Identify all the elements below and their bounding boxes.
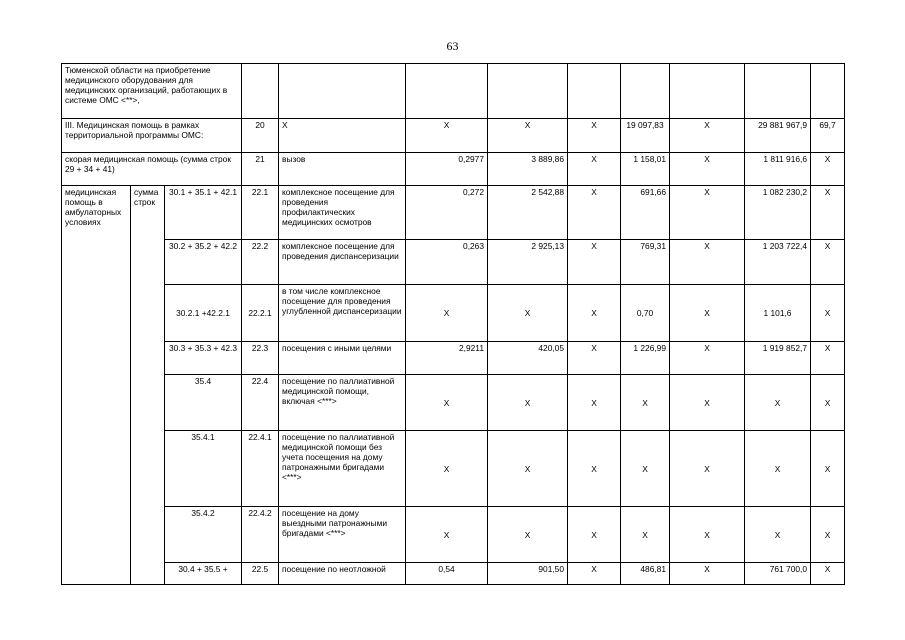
value-cell: 486,81 [621, 563, 670, 585]
value-cell: Х [568, 240, 621, 285]
value-cell: 691,66 [621, 186, 670, 240]
group-label: медицинская помощь в амбулаторных условиях [62, 186, 131, 585]
value-cell: Х [811, 153, 845, 186]
table-row [62, 342, 845, 375]
value-cell: Х [621, 431, 670, 507]
line-number: 22.1 [242, 186, 279, 240]
value-cell: 0,70 [621, 285, 670, 342]
line-number: 21 [242, 153, 279, 186]
value-cell: Х [811, 186, 845, 240]
value-cell: Х [488, 431, 568, 507]
value-cell: Х [670, 375, 745, 431]
unit-cell: посещение на дому выездными патронажными бригадами <***> [279, 507, 406, 563]
value-cell: Х [621, 375, 670, 431]
value-cell: Х [670, 563, 745, 585]
value-cell: Х [670, 119, 745, 153]
unit-cell: в том числе комплексное посещение для проведения углубленной диспансеризации [279, 285, 406, 342]
value-cell: 69,7 [811, 119, 845, 153]
value-cell: 0,272 [406, 186, 488, 240]
table-row [62, 431, 845, 507]
value-cell: Х [670, 153, 745, 186]
value-cell: 1 919 852,7 [745, 342, 811, 375]
value-cell: Х [568, 285, 621, 342]
value-cell: Х [670, 342, 745, 375]
value-cell: Х [406, 507, 488, 563]
value-cell: Х [811, 240, 845, 285]
value-cell: Х [670, 285, 745, 342]
value-cell: Х [406, 285, 488, 342]
unit-cell: Х [279, 119, 406, 153]
value-cell: 1 082 230,2 [745, 186, 811, 240]
line-number: 22.3 [242, 342, 279, 375]
value-cell: Х [568, 342, 621, 375]
row-text: Тюменской области на приобретение медицинского оборудования для медицинских организаций, работающих в системе ОМС <**>, [62, 64, 242, 119]
value-cell: 3 889,86 [488, 153, 568, 186]
value-cell: Х [811, 563, 845, 585]
value-cell: Х [745, 431, 811, 507]
value-cell: Х [811, 285, 845, 342]
value-cell: 0,263 [406, 240, 488, 285]
value-cell: 2,9211 [406, 342, 488, 375]
unit-cell: посещение по паллиативной медицинской помощи, включая <***> [279, 375, 406, 431]
unit-cell: посещение по неотложной [279, 563, 406, 585]
value-cell: 769,31 [621, 240, 670, 285]
table-row [62, 507, 845, 563]
value-cell: 0,54 [406, 563, 488, 585]
value-cell: 2 542,88 [488, 186, 568, 240]
value-cell: Х [406, 119, 488, 153]
value-cell: Х [568, 431, 621, 507]
line-number: 20 [242, 119, 279, 153]
value-cell: 1 226,99 [621, 342, 670, 375]
value-cell: Х [406, 431, 488, 507]
value-cell: 1 203 722,4 [745, 240, 811, 285]
value-cell: 901,50 [488, 563, 568, 585]
formula-cell: 30.3 + 35.3 + 42.3 [165, 342, 242, 375]
table-row [62, 153, 845, 186]
value-cell: Х [745, 375, 811, 431]
row-text: III. Медицинская помощь в рамках территориальной программы ОМС: [62, 119, 242, 153]
formula-cell: 30.4 + 35.5 + [165, 563, 242, 585]
value-cell: 1 811 916,6 [745, 153, 811, 186]
table-row [62, 285, 845, 342]
table-row [62, 64, 845, 119]
table-row [62, 563, 845, 585]
unit-cell: вызов [279, 153, 406, 186]
line-number: 22.5 [242, 563, 279, 585]
page-number: 63 [446, 39, 459, 53]
value-cell: Х [568, 153, 621, 186]
value-cell: 0,2977 [406, 153, 488, 186]
value-cell: Х [621, 507, 670, 563]
unit-cell: комплексное посещение для проведения профилактических медицинских осмотров [279, 186, 406, 240]
value-cell: Х [811, 375, 845, 431]
value-cell: Х [811, 431, 845, 507]
value-cell: Х [568, 119, 621, 153]
value-cell: Х [568, 186, 621, 240]
value-cell: Х [568, 375, 621, 431]
formula-cell: 35.4 [165, 375, 242, 431]
table-row [62, 119, 845, 153]
value-cell: Х [488, 507, 568, 563]
line-number: 22.2.1 [242, 285, 279, 342]
unit-cell: посещение по паллиативной медицинской помощи без учета посещения на дому патронажными бригадами <***> [279, 431, 406, 507]
table-row [62, 240, 845, 285]
value-cell: Х [811, 342, 845, 375]
value-cell: 2 925,13 [488, 240, 568, 285]
line-number: 22.2 [242, 240, 279, 285]
value-cell: Х [488, 375, 568, 431]
formula-cell: 30.2.1 +42.2.1 [165, 285, 242, 342]
unit-cell: посещения с иными целями [279, 342, 406, 375]
value-cell: 420,05 [488, 342, 568, 375]
value-cell: 19 097,83 [621, 119, 670, 153]
unit-cell: комплексное посещение для проведения диспансеризации [279, 240, 406, 285]
formula-cell: 30.1 + 35.1 + 42.1 [165, 186, 242, 240]
value-cell: Х [670, 507, 745, 563]
value-cell: Х [670, 240, 745, 285]
value-cell: Х [670, 186, 745, 240]
value-cell: Х [568, 563, 621, 585]
formula-cell: 35.4.2 [165, 507, 242, 563]
line-number: 22.4 [242, 375, 279, 431]
budget-table [61, 63, 845, 585]
formula-cell: 35.4.1 [165, 431, 242, 507]
value-cell: 761 700,0 [745, 563, 811, 585]
value-cell: 1 158,01 [621, 153, 670, 186]
line-number: 22.4.1 [242, 431, 279, 507]
value-cell: Х [488, 119, 568, 153]
line-number: 22.4.2 [242, 507, 279, 563]
table-row [62, 375, 845, 431]
formula-cell: 30.2 + 35.2 + 42.2 [165, 240, 242, 285]
table-row [62, 186, 845, 240]
value-cell: Х [745, 507, 811, 563]
subgroup-label: сумма строк [131, 186, 165, 585]
value-cell: 29 881 967,9 [745, 119, 811, 153]
value-cell: Х [406, 375, 488, 431]
value-cell: Х [488, 285, 568, 342]
value-cell: Х [811, 507, 845, 563]
value-cell: Х [670, 431, 745, 507]
value-cell: 1 101,6 [745, 285, 811, 342]
row-text: скорая медицинская помощь (сумма строк 29 + 34 + 41) [62, 153, 242, 186]
value-cell: Х [568, 507, 621, 563]
